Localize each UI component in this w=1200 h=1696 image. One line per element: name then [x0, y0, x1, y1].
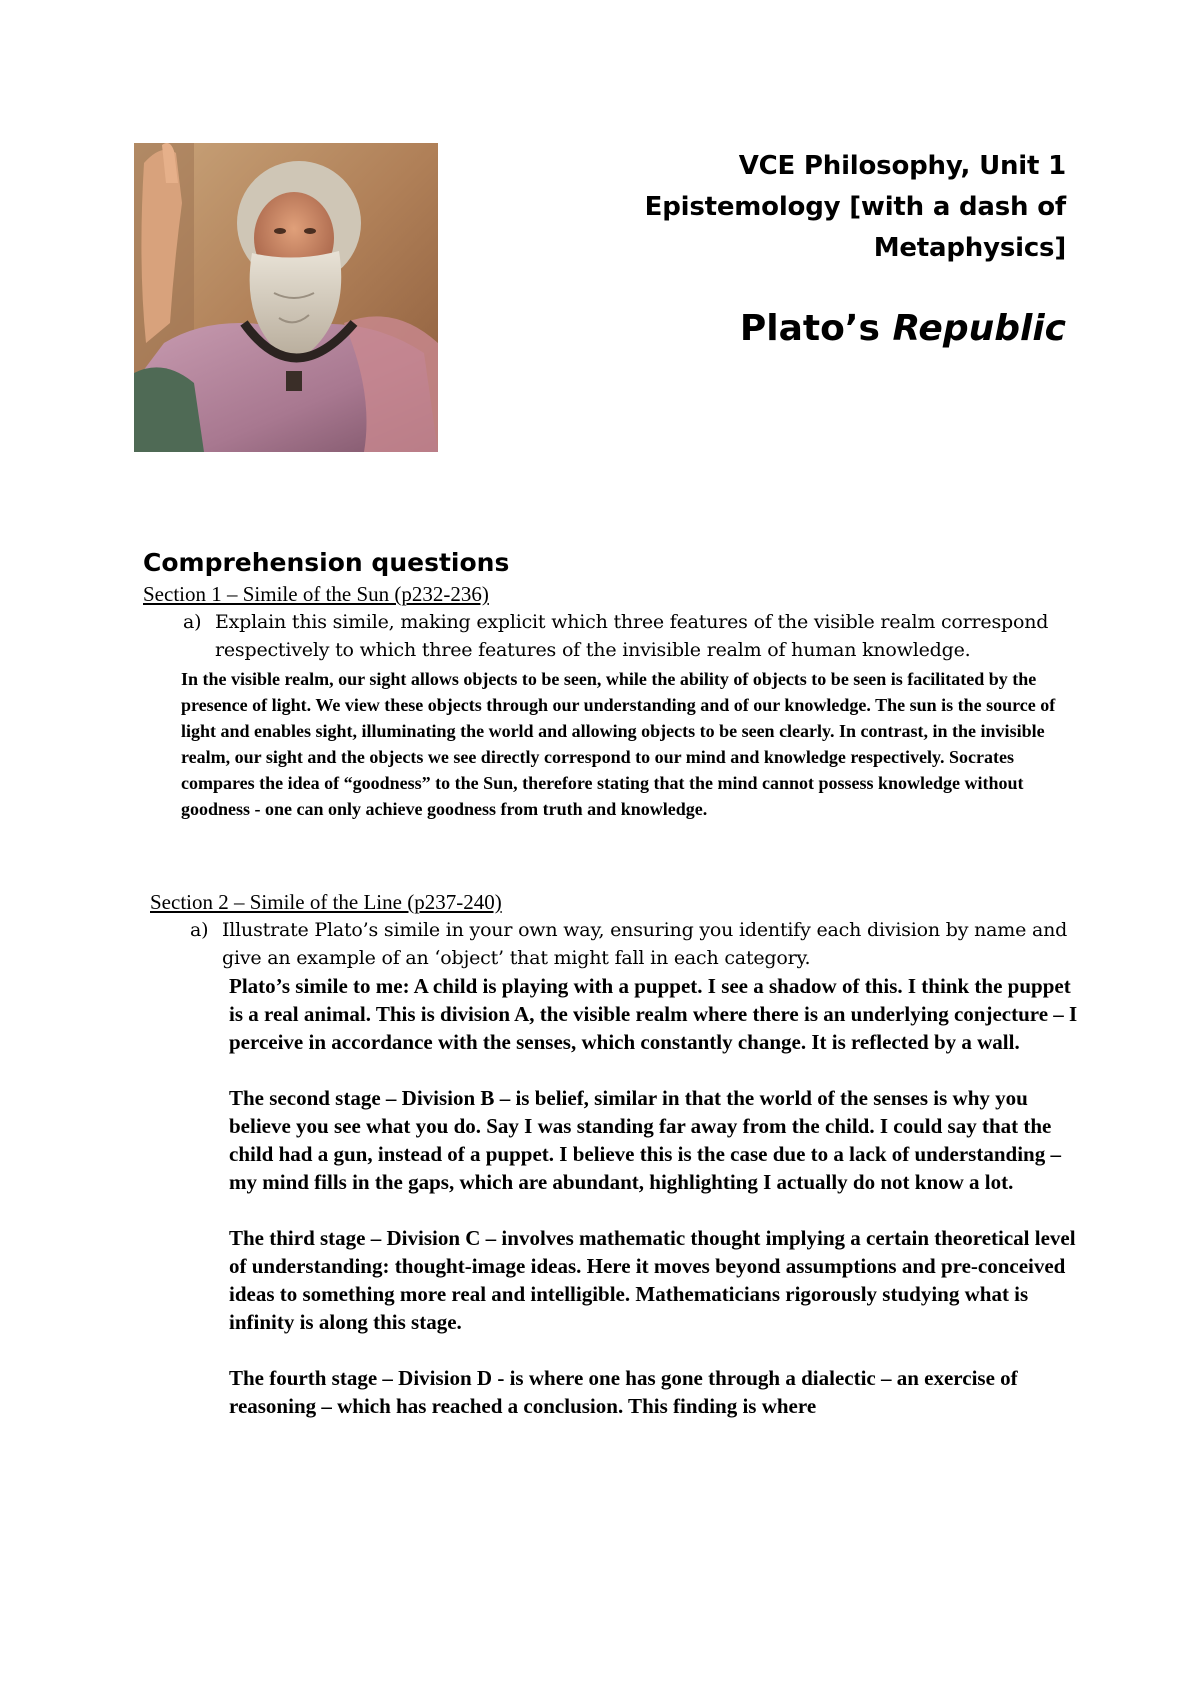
document-header: [546, 146, 1066, 351]
book-title-prefix: Plato’s: [739, 308, 893, 349]
unit-subtitle-line1: Epistemology [with a dash of: [644, 192, 1066, 222]
section-1-question: [183, 608, 1083, 664]
plato-portrait-image: [134, 143, 438, 452]
answer-paragraph-division-d: The fourth stage – Division D - is where one has gone through a dialectic – an exercise of reasoning – which has reached a conclusion. This finding is where: [229, 1366, 1018, 1418]
question-marker: a): [183, 611, 202, 633]
section-1: [143, 580, 1083, 822]
course-title: VCE Philosophy, Unit 1: [738, 151, 1066, 181]
section-1-title: Section 1 – Simile of the Sun (p232-236): [143, 582, 489, 606]
section-1-answer: In the visible realm, our sight allows objects to be seen, while the ability of objects to be seen is facilitated by the presence of light. We view these objects through our understanding and of our knowledge. The sun is the source of light and enables sight, illuminating the world and allowing objects to be seen clearly. In contrast, in the invisible realm, our sight and the objects we see directly correspond to our mind and knowledge respectively. Socrates compares the idea of “goodness” to the Sun, therefore stating that the mind cannot possess knowledge without goodness - one can only achieve goodness from truth and knowledge.: [181, 669, 1056, 819]
section-2-question: [190, 916, 1083, 972]
section-2-answer: [229, 972, 1083, 1420]
comprehension-heading: Comprehension questions: [143, 548, 510, 577]
section-2: [150, 888, 1083, 1420]
question-text: Explain this simile, making explicit which three features of the visible realm correspond respectively to which three features of the invisible realm of human knowledge.: [215, 611, 1049, 661]
section-2-title: Section 2 – Simile of the Line (p237-240): [150, 890, 502, 914]
answer-paragraph-division-c: The third stage – Division C – involves mathematic thought implying a certain theoretical level of understanding: thought-image ideas. Here it moves beyond assumptions and pre-conceived ideas to something more real and intelligible. Mathematicians rigorously studying what is infinity is along this stage.: [229, 1226, 1076, 1334]
question-marker: a): [190, 919, 209, 941]
unit-subtitle-line2: Metaphysics]: [873, 233, 1066, 263]
answer-paragraph-division-a: Plato’s simile to me: A child is playing with a puppet. I see a shadow of this. I think the puppet is a real animal. This is division A, the visible realm where there is an underlying conjecture – I perceive in accordance with the senses, which constantly change. It is reflected by a wall.: [229, 974, 1078, 1054]
worksheet-content: [143, 546, 1083, 1420]
answer-paragraph-division-b: The second stage – Division B – is belief, similar in that the world of the senses is why you believe you see what you do. Say I was standing far away from the child. I could say that the child had a gun, instead of a puppet. I believe this is the case due to a lack of understanding – my mind fills in the gaps, which are abundant, highlighting I actually do not know a lot.: [229, 1086, 1061, 1194]
book-title: [546, 307, 1066, 351]
book-title-italic: Republic: [892, 308, 1066, 349]
question-text: Illustrate Plato’s simile in your own way, ensuring you identify each division by name and give an example of an ‘object’ that might fall in each category.: [222, 919, 1068, 969]
